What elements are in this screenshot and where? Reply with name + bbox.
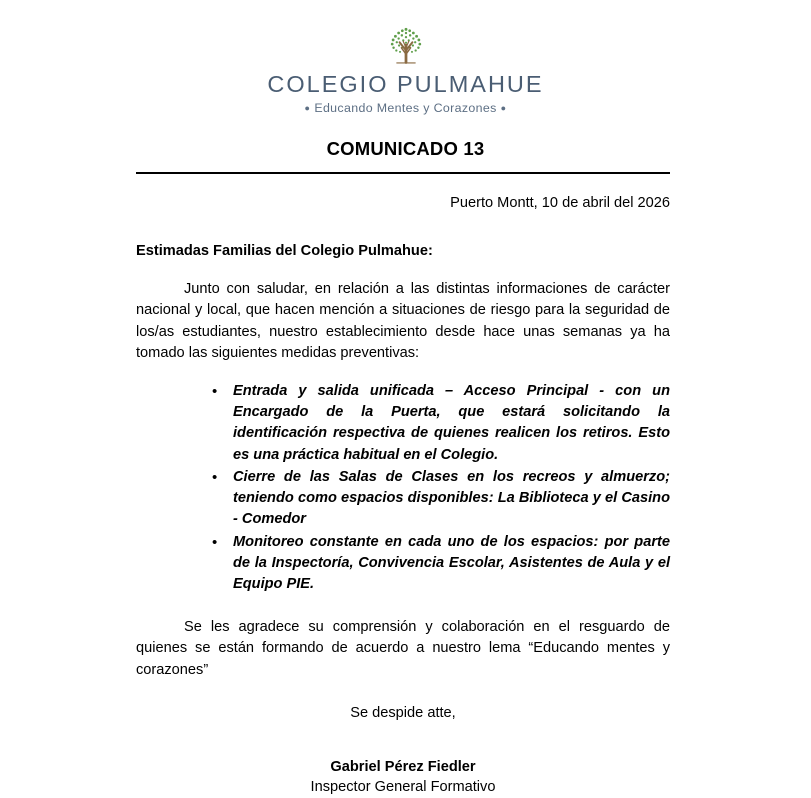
list-item [136,532,670,596]
tagline-dot-right-icon: ● [500,103,507,114]
tagline-text: Educando Mentes y Corazones [314,100,497,115]
signature-role: Inspector General Formativo [310,779,496,796]
signature-name: Gabriel Pérez Fiedler [330,759,476,776]
title-divider [136,172,670,174]
intro-paragraph: Junto con saludar, en relación a las distintas informaciones de carácter nacional y local, que hacen mención a situaciones de riesgo para la seguridad de los/as estudiantes, nuestro establecimiento desde hace unas semanas ya ha tomado las siguientes medidas preventivas: [136,280,670,362]
list-item [136,467,670,531]
document-body [136,193,670,798]
letterhead [0,0,811,115]
salutation: Estimadas Familias del Colegio Pulmahue: [136,242,433,259]
bullet-icon: • [212,533,218,551]
date-line: Puerto Montt, 10 de abril del 2026 [450,195,670,212]
school-name: COLEGIO PULMAHUE [267,71,544,97]
list-item-text: Cierre de las Salas de Clases en los recreos y almuerzo; teniendo como espacios disponibles: La Biblioteca y el Casino - Comedor [233,468,670,528]
signature-block [136,758,670,797]
closing-paragraph: Se les agradece su comprensión y colaboración en el resguardo de quienes se están formando de acuerdo a nuestro lema “Educando mentes y corazones” [136,618,670,678]
measures-list [136,381,670,596]
tree-logo-icon [383,22,429,68]
document-title: COMUNICADO 13 [326,137,485,159]
school-tagline [0,101,811,115]
list-item [136,381,670,466]
tagline-dot-left-icon: ● [304,103,311,114]
farewell-line: Se despide atte, [350,704,456,721]
bullet-icon: • [212,382,218,400]
bullet-icon: • [212,468,218,486]
list-item-text: Monitoreo constante en cada uno de los espacios: por parte de la Inspectoría, Convivencia Escolar, Asistentes de Aula y el Equipo PIE. [233,533,670,593]
list-item-text: Entrada y salida unificada – Acceso Principal - con un Encargado de la Puerta, que estará solicitando la identificación respectiva de quienes realicen los retiros. Esto es una práctica habitual en el Colegio. [233,382,670,463]
